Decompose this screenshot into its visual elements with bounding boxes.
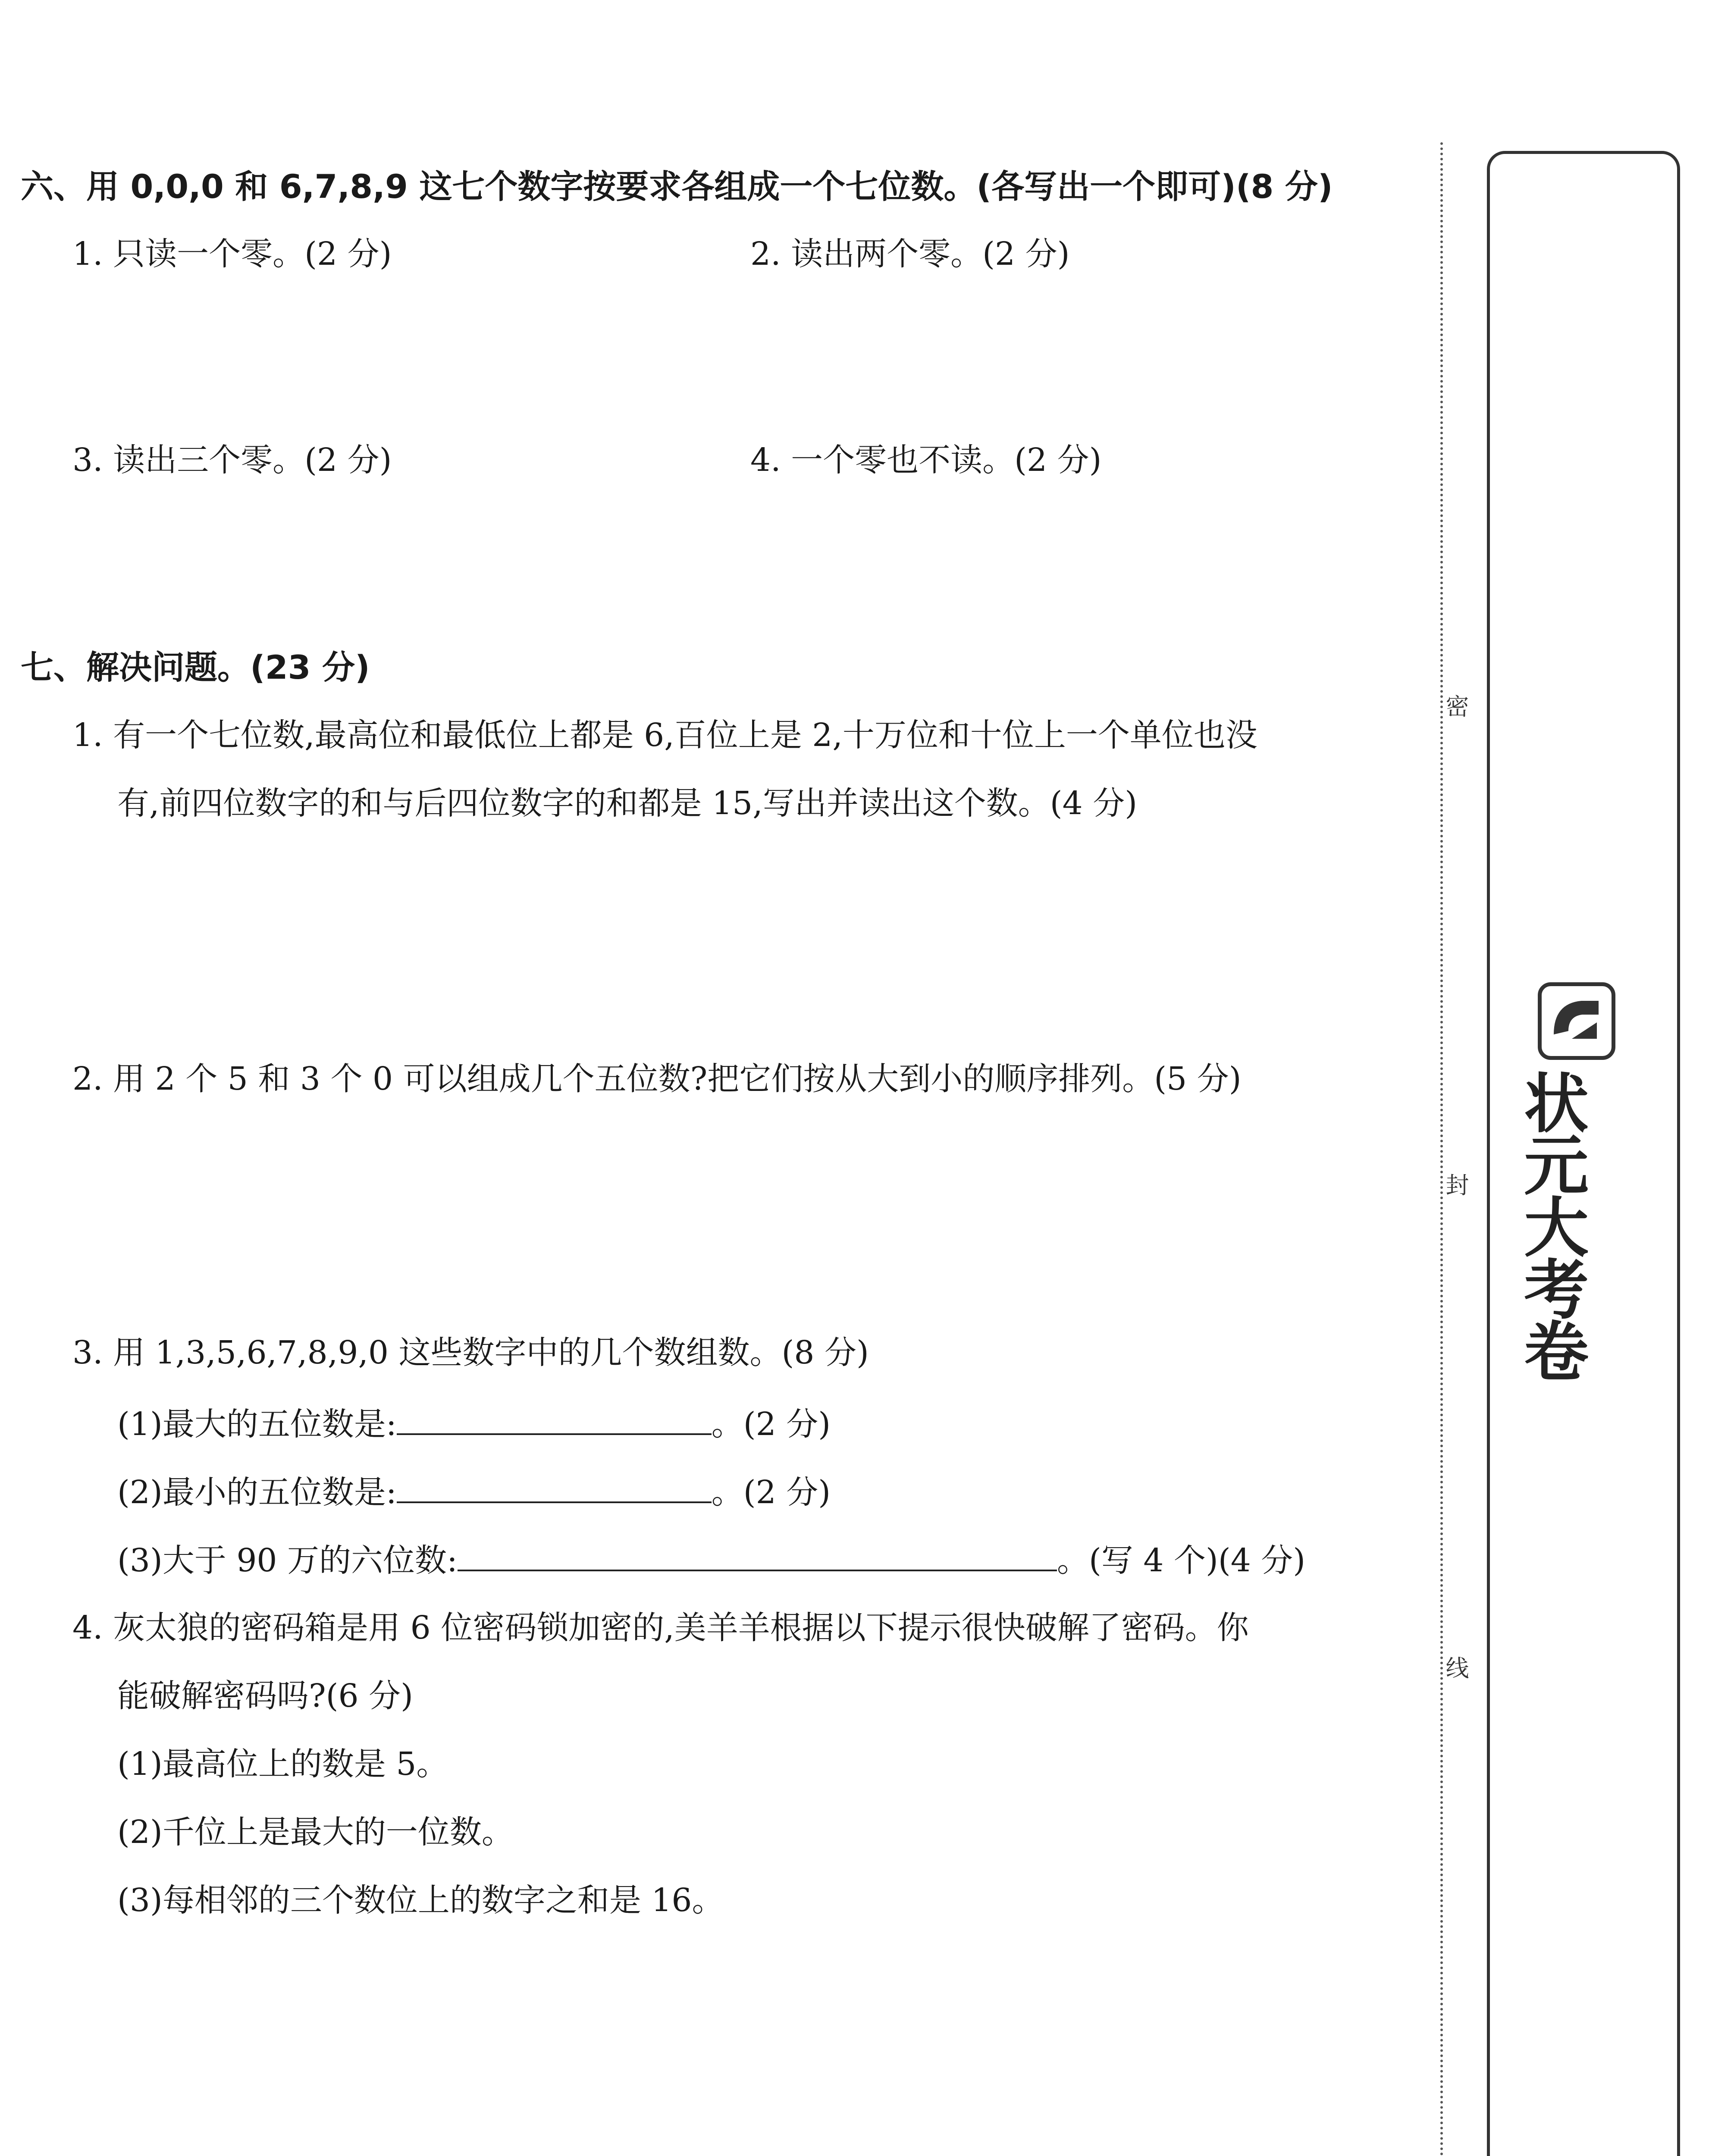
section7-heading: 七、解决问题。(23 分): [21, 648, 370, 686]
s6-question-3: 3. 读出三个零。(2 分): [72, 442, 392, 479]
s7-problem-1-line-2: 有,前四位数字的和与后四位数字的和都是 15,写出并读出这个数。(4 分): [117, 785, 1138, 822]
part-3-suffix: 。(写 4 个)(4 分): [1057, 1542, 1306, 1579]
seal-char-feng: 封: [1442, 1173, 1469, 1196]
s7-problem-4-hint-1: (1)最高位上的数是 5。: [117, 1745, 448, 1783]
answer-blank-1[interactable]: [397, 1405, 712, 1435]
answer-blank-2[interactable]: [397, 1473, 712, 1503]
part-1-label: (1)最大的五位数是:: [117, 1406, 397, 1443]
seal-cut-line: [1440, 142, 1443, 2156]
s7-problem-4-line-2: 能破解密码吗?(6 分): [117, 1677, 414, 1714]
section6-heading: 六、用 0,0,0 和 6,7,8,9 这七个数字按要求各组成一个七位数。(各写出一个即可)(8 分): [21, 167, 1333, 206]
part-1-suffix: 。(2 分): [711, 1406, 831, 1443]
s7-problem-4-hint-2: (2)千位上是最大的一位数。: [117, 1814, 514, 1851]
part-2-suffix: 。(2 分): [711, 1474, 831, 1511]
brand-logo-text: 状元大考卷: [1513, 1069, 1588, 1380]
brand-logo-icon: [1538, 982, 1615, 1060]
s7-problem-3-part-1: [117, 1405, 831, 1443]
answer-blank-3[interactable]: [458, 1541, 1057, 1571]
part-3-label: (3)大于 90 万的六位数:: [117, 1542, 458, 1579]
s6-question-4: 4. 一个零也不读。(2 分): [750, 442, 1102, 479]
seal-char-mi: 密: [1442, 694, 1469, 718]
s7-problem-3-part-2: [117, 1473, 831, 1511]
s7-problem-2: 2. 用 2 个 5 和 3 个 0 可以组成几个五位数?把它们按从大到小的顺序排列。(5 分): [72, 1060, 1242, 1097]
s6-question-1: 1. 只读一个零。(2 分): [72, 235, 392, 273]
s7-problem-4-line-1: 4. 灰太狼的密码箱是用 6 位密码锁加密的,美羊羊根据以下提示很快破解了密码。你: [72, 1609, 1249, 1646]
s7-problem-4-hint-3: (3)每相邻的三个数位上的数字之和是 16。: [117, 1882, 724, 1919]
s7-problem-3-part-3: [117, 1541, 1306, 1579]
part-2-label: (2)最小的五位数是:: [117, 1474, 397, 1511]
seal-char-xian: 线: [1442, 1656, 1469, 1679]
s7-problem-3: 3. 用 1,3,5,6,7,8,9,0 这些数字中的几个数组数。(8 分): [72, 1334, 869, 1371]
s7-problem-1-line-1: 1. 有一个七位数,最高位和最低位上都是 6,百位上是 2,十万位和十位上一个单位也没: [72, 717, 1257, 754]
s6-question-2: 2. 读出两个零。(2 分): [750, 235, 1070, 273]
